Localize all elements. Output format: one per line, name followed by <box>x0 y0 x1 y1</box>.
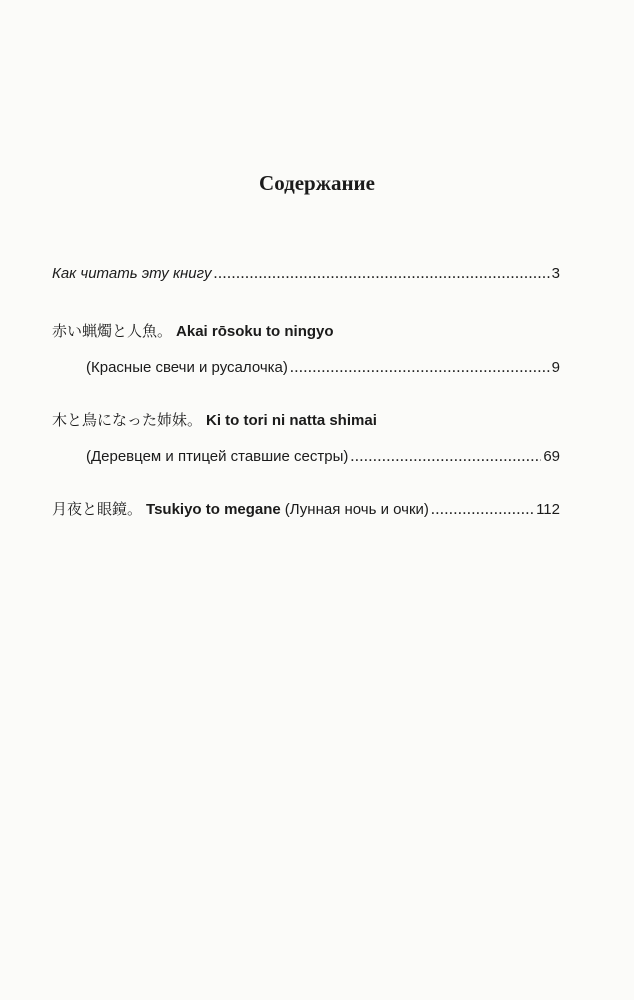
toc-entry-ki-to-tori-translation[interactable] <box>52 445 560 469</box>
toc-page-number: 112 <box>536 501 560 518</box>
toc-entry-tsukiyo[interactable] <box>52 497 560 522</box>
toc-entry-romaji: Akai rōsoku to ningyo <box>176 323 334 340</box>
toc-entry-japanese: 木と鳥になった姉妹。 <box>52 411 203 429</box>
toc-page-number: 3 <box>551 265 560 282</box>
toc-page-number: 69 <box>543 448 560 465</box>
page-title: Содержание <box>259 171 375 195</box>
dot-leader <box>431 498 534 522</box>
toc-entry-how-to-read[interactable] <box>52 262 560 286</box>
toc-entry-akai-rosoku-title[interactable] <box>52 319 560 344</box>
toc-entry-romaji: Tsukiyo to megane <box>146 501 281 518</box>
toc-entry-ki-to-tori-title[interactable] <box>52 408 560 433</box>
toc-entry-translation: (Лунная ночь и очки) <box>284 501 429 518</box>
toc-entry-romaji: Ki to tori ni natta shimai <box>206 412 377 429</box>
dot-leader <box>290 356 550 380</box>
toc-entry-japanese: 赤い蝋燭と人魚。 <box>52 322 173 340</box>
toc-entry-akai-rosoku-translation[interactable] <box>52 356 560 380</box>
toc-entry-label: Как читать эту книгу <box>52 265 212 282</box>
toc-page-number: 9 <box>551 359 560 376</box>
toc-entry-translation: (Красные свечи и русалочка) <box>86 359 288 376</box>
dot-leader <box>214 262 550 286</box>
table-of-contents <box>52 262 560 522</box>
toc-entry-translation: (Деревцем и птицей ставшие сестры) <box>86 448 349 465</box>
dot-leader <box>350 445 541 469</box>
toc-entry-japanese: 月夜と眼鏡。 <box>52 500 143 518</box>
